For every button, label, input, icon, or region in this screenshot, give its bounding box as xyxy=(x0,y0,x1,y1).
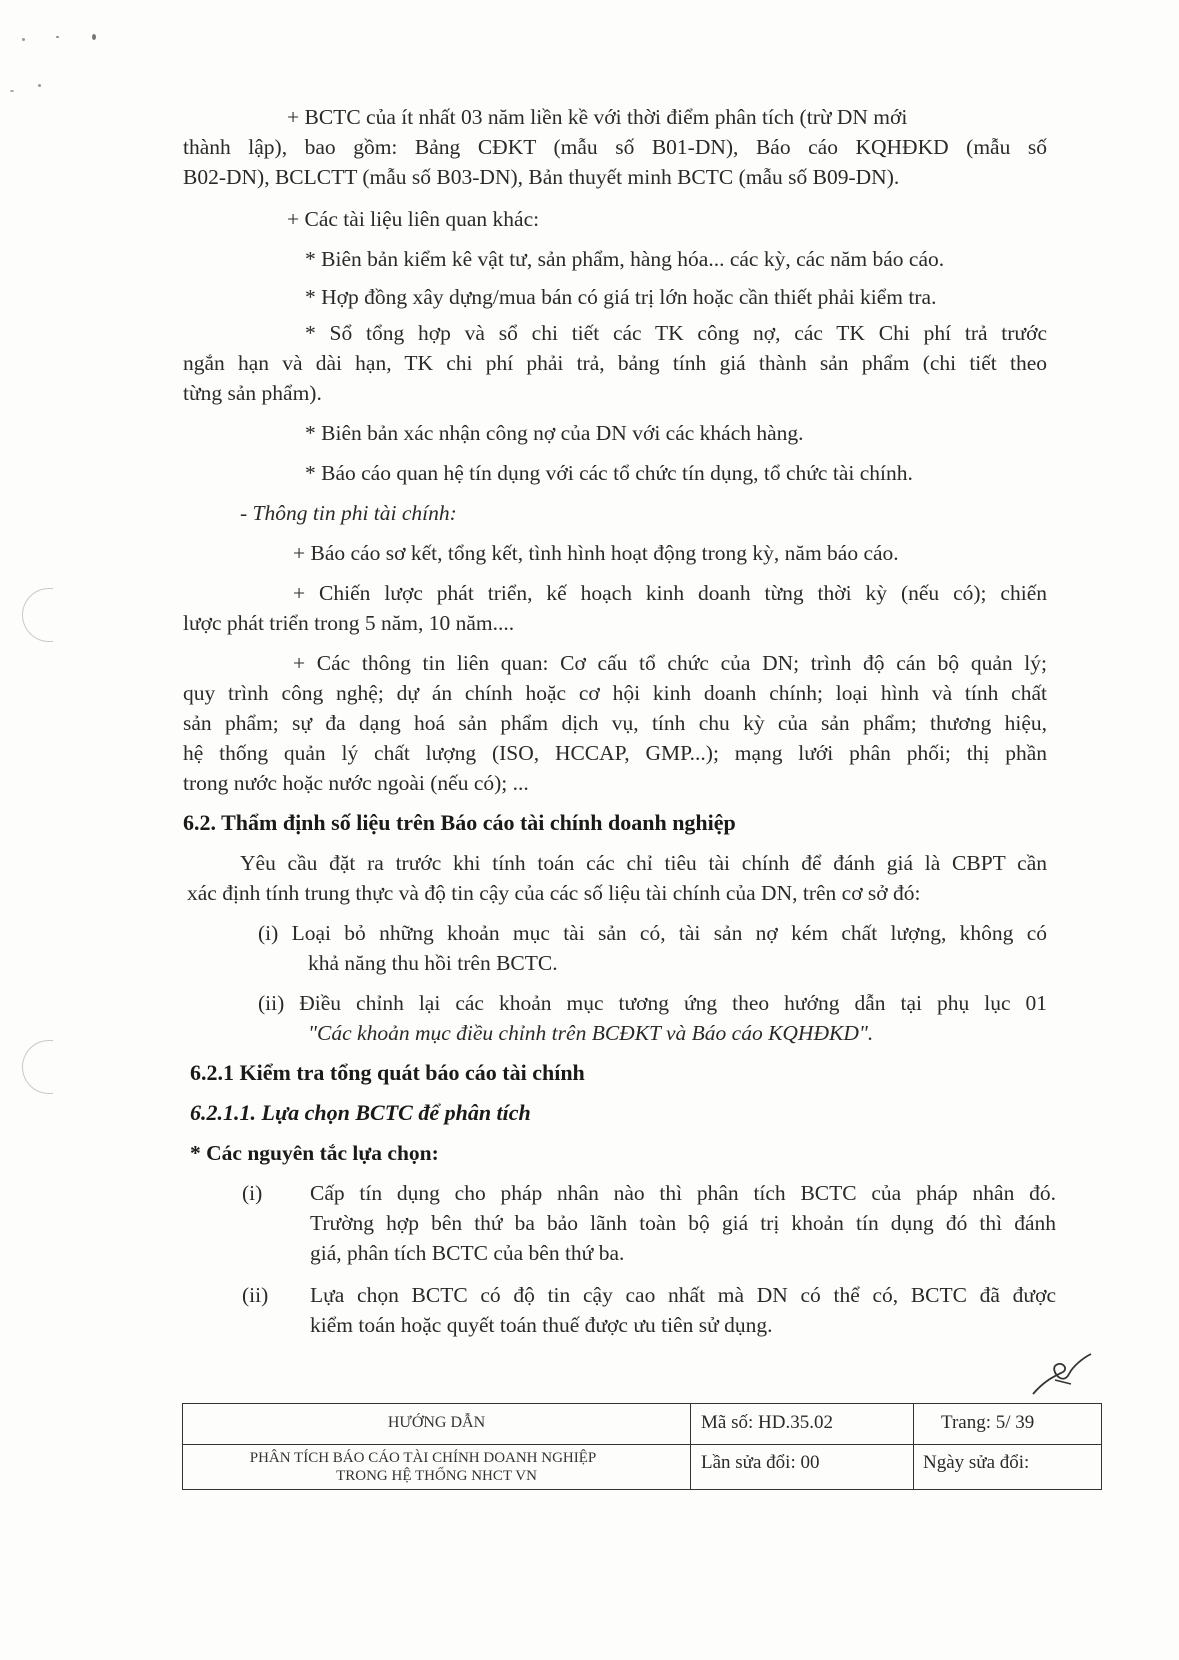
bullet-line: * Báo cáo quan hệ tín dụng với các tổ chức tín dụng, tổ chức tài chính. xyxy=(305,461,913,485)
footer-row-divider xyxy=(183,1444,1101,1445)
scan-speck xyxy=(56,36,59,38)
text-line: thành lập), bao gồm: Bảng CĐKT (mẫu số B01-DN), Báo cáo KQHĐKD (mẫu số xyxy=(183,135,1047,159)
text-line: B02-DN), BCLCTT (mẫu số B03-DN), Bản thuyết minh BCTC (mẫu số B09-DN). xyxy=(183,165,900,189)
footer-guide-label: HƯỚNG DẪN xyxy=(387,1414,486,1431)
list-item-continuation: kiểm toán hoặc quyết toán thuế được ưu tiên sử dụng. xyxy=(310,1313,773,1337)
text-line: + Báo cáo sơ kết, tổng kết, tình hình hoạt động trong kỳ, năm báo cáo. xyxy=(293,541,899,565)
list-item-continuation: khả năng thu hồi trên BCTC. xyxy=(308,951,558,975)
text-line: quy trình công nghệ; dự án chính hoặc cơ hội kinh doanh chính; loại hình và tính chất xyxy=(183,681,1047,705)
list-item: Lựa chọn BCTC có độ tin cậy cao nhất mà DN có thể có, BCTC đã được xyxy=(310,1283,1056,1307)
section-heading: 6.2.1 Kiểm tra tổng quát báo cáo tài chính xyxy=(190,1060,585,1085)
footer-table xyxy=(182,1403,1102,1490)
footer-col-divider xyxy=(690,1404,691,1489)
principles-heading: * Các nguyên tắc lựa chọn: xyxy=(190,1141,439,1165)
bullet-line: * Biên bản kiểm kê vật tư, sản phẩm, hàng hóa... các kỳ, các năm báo cáo. xyxy=(305,247,945,271)
list-item: (ii) Điều chỉnh lại các khoản mục tương ứng theo hướng dẫn tại phụ lục 01 xyxy=(258,991,1047,1015)
text-line: Yêu cầu đặt ra trước khi tính toán các chỉ tiêu tài chính để đánh giá là CBPT cần xyxy=(240,851,1047,875)
bullet-line: * Hợp đồng xây dựng/mua bán có giá trị lớn hoặc cần thiết phải kiểm tra. xyxy=(305,285,937,309)
text-line: xác định tính trung thực và độ tin cậy của các số liệu tài chính của DN, trên cơ sở đó: xyxy=(187,881,921,905)
footer-doc-title: TRONG HỆ THỐNG NHCT VN xyxy=(336,1468,537,1484)
bullet-line: * Sổ tổng hợp và sổ chi tiết các TK công nợ, các TK Chi phí trả trước xyxy=(305,321,1047,345)
text-line: + Chiến lược phát triển, kế hoạch kinh doanh từng thời kỳ (nếu có); chiến xyxy=(293,581,1047,605)
scan-speck xyxy=(92,34,96,40)
text-line: + Các tài liệu liên quan khác: xyxy=(287,207,540,231)
footer-revision-date: Ngày sửa đổi: xyxy=(923,1452,1030,1473)
list-number: (ii) xyxy=(242,1283,269,1307)
list-item-continuation: Trường hợp bên thứ ba bảo lãnh toàn bộ giá trị khoản tín dụng đó thì đánh xyxy=(310,1211,1056,1235)
footer-doc-code: Mã số: HD.35.02 xyxy=(701,1412,833,1433)
subsection-heading: 6.2.1.1. Lựa chọn BCTC để phân tích xyxy=(190,1100,531,1125)
bullet-line: * Biên bản xác nhận công nợ của DN với các khách hàng. xyxy=(305,421,804,445)
text-line: hệ thống quản lý chất lượng (ISO, HCCAP, GMP...); mạng lưới phân phối; thị phần xyxy=(183,741,1047,765)
footer-col-divider xyxy=(913,1404,914,1489)
section-heading: 6.2. Thẩm định số liệu trên Báo cáo tài chính doanh nghiệp xyxy=(183,810,736,835)
footer-page-number: Trang: 5/ 39 xyxy=(941,1412,1035,1433)
footer-doc-title: PHÂN TÍCH BÁO CÁO TÀI CHÍNH DOANH NGHIỆP xyxy=(249,1450,597,1466)
punch-hole-mark xyxy=(22,1040,53,1094)
scan-speck xyxy=(22,38,25,41)
text-line: lược phát triển trong 5 năm, 10 năm.... xyxy=(183,611,515,635)
text-line: + BCTC của ít nhất 03 năm liền kề với thời điểm phân tích (trừ DN mới xyxy=(287,105,908,129)
punch-hole-mark xyxy=(22,588,53,642)
scan-speck xyxy=(38,84,41,87)
text-line: trong nước hoặc nước ngoài (nếu có); ... xyxy=(183,771,529,795)
footer-revision: Lần sửa đổi: 00 xyxy=(701,1452,820,1473)
signature-mark xyxy=(1025,1350,1095,1402)
list-item-continuation: giá, phân tích BCTC của bên thứ ba. xyxy=(310,1241,625,1265)
text-line: + Các thông tin liên quan: Cơ cấu tổ chức của DN; trình độ cán bộ quản lý; xyxy=(293,651,1047,675)
list-item: Cấp tín dụng cho pháp nhân nào thì phân tích BCTC của pháp nhân đó. xyxy=(310,1181,1056,1205)
subsection-label: - Thông tin phi tài chính: xyxy=(240,501,457,525)
scan-speck xyxy=(10,90,14,92)
list-number: (i) xyxy=(242,1181,263,1205)
list-item: (i) Loại bỏ những khoản mục tài sản có, tài sản nợ kém chất lượng, không có xyxy=(258,921,1047,945)
list-item-continuation: "Các khoản mục điều chỉnh trên BCĐKT và Báo cáo KQHĐKD". xyxy=(308,1021,874,1045)
text-line: ngắn hạn và dài hạn, TK chi phí phải trả, bảng tính giá thành sản phẩm (chi tiết theo xyxy=(183,351,1047,375)
text-line: sản phẩm; sự đa dạng hoá sản phẩm dịch vụ, tính chu kỳ của sản phẩm; thương hiệu, xyxy=(183,711,1047,735)
text-line: từng sản phẩm). xyxy=(183,381,322,405)
